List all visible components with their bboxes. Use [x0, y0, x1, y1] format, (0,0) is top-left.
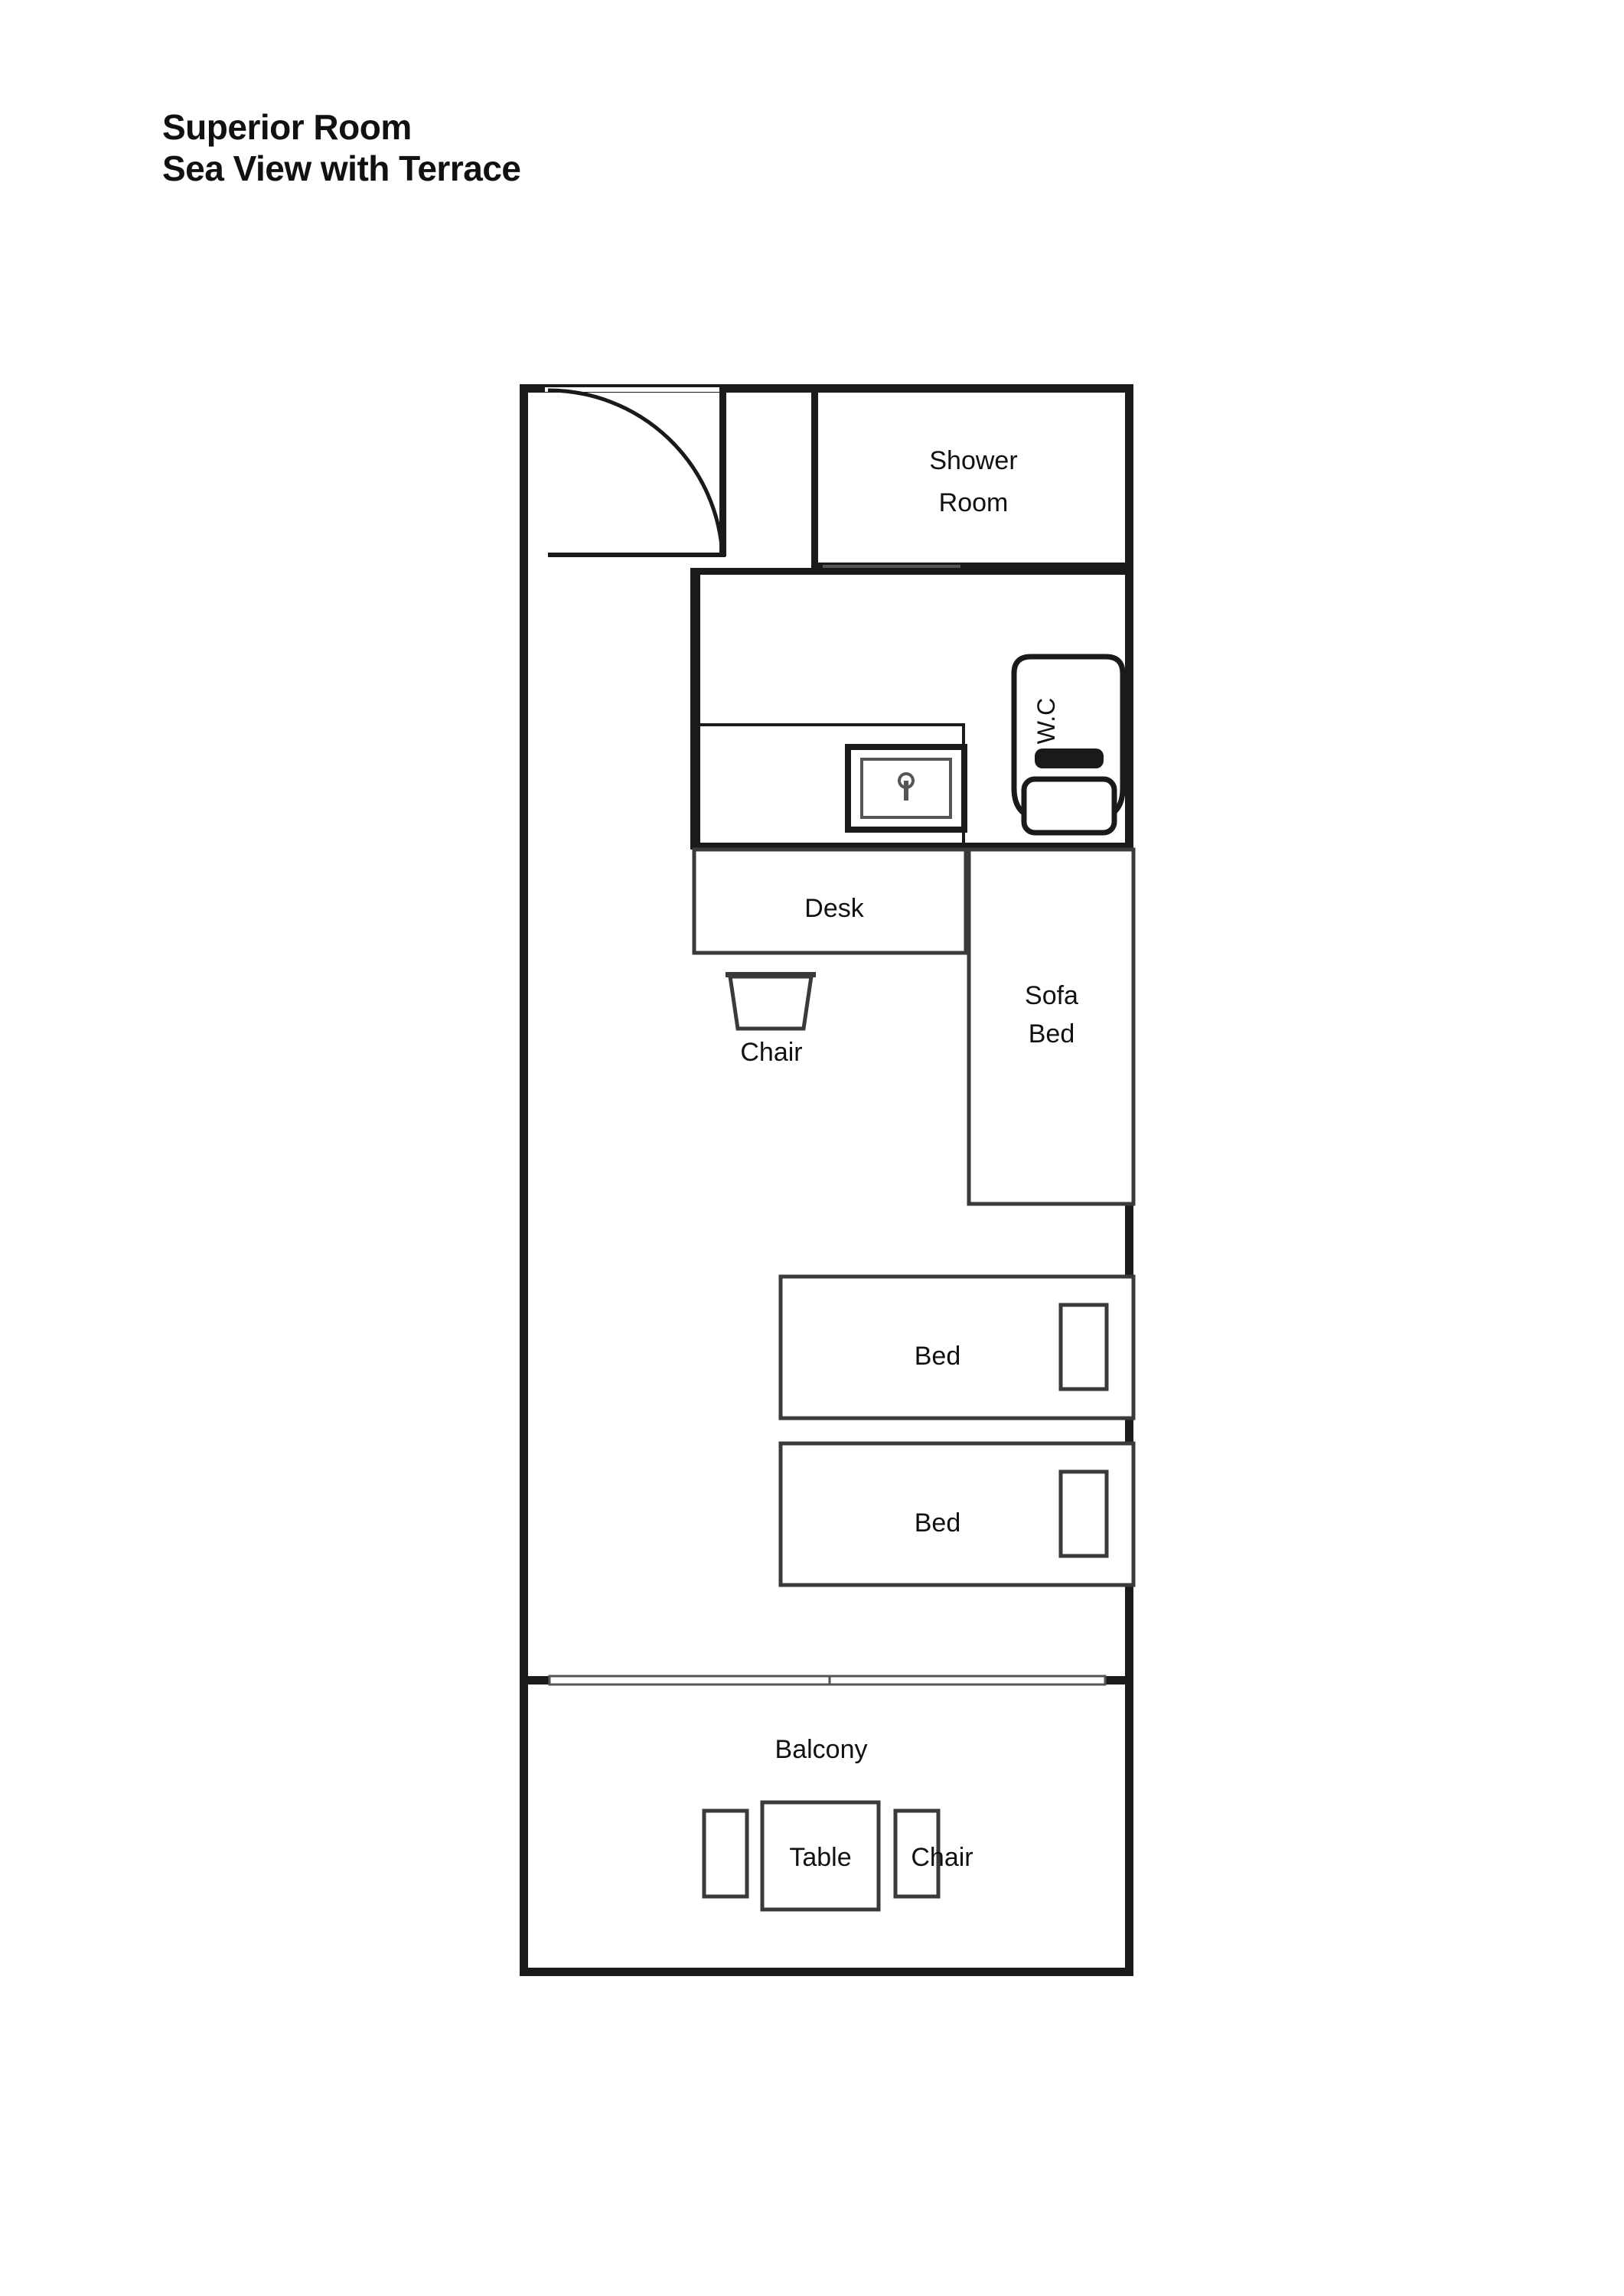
entry-door: [545, 385, 726, 557]
desk-chair-furniture: [726, 972, 816, 1029]
shower-room-label-line2: Room: [938, 488, 1009, 517]
bed-2-label: Bed: [914, 1508, 961, 1538]
sofa-bed-label-line2: Bed: [1028, 1019, 1075, 1049]
balcony-table-label: Table: [789, 1843, 852, 1872]
balcony-label: Balcony: [774, 1735, 868, 1764]
toilet-fixture: [1014, 657, 1123, 833]
wc-label: W.C: [1032, 697, 1060, 745]
desk-label: Desk: [804, 894, 864, 923]
page-title-line-1: Superior Room: [162, 107, 412, 147]
bed-1-label: Bed: [914, 1342, 961, 1371]
balcony-sliding-doors: [520, 1676, 1133, 1684]
sink-fixture: [848, 747, 964, 830]
balcony-chair-label: Chair: [911, 1843, 973, 1872]
shower-room: [811, 384, 1133, 569]
shower-room-label-line1: Shower: [929, 446, 1018, 475]
sofa-bed-label-line1: Sofa: [1025, 981, 1078, 1010]
balcony-chair-left-furniture: [704, 1811, 747, 1896]
desk-chair-label: Chair: [740, 1038, 803, 1067]
page-title-line-2: Sea View with Terrace: [162, 148, 521, 188]
